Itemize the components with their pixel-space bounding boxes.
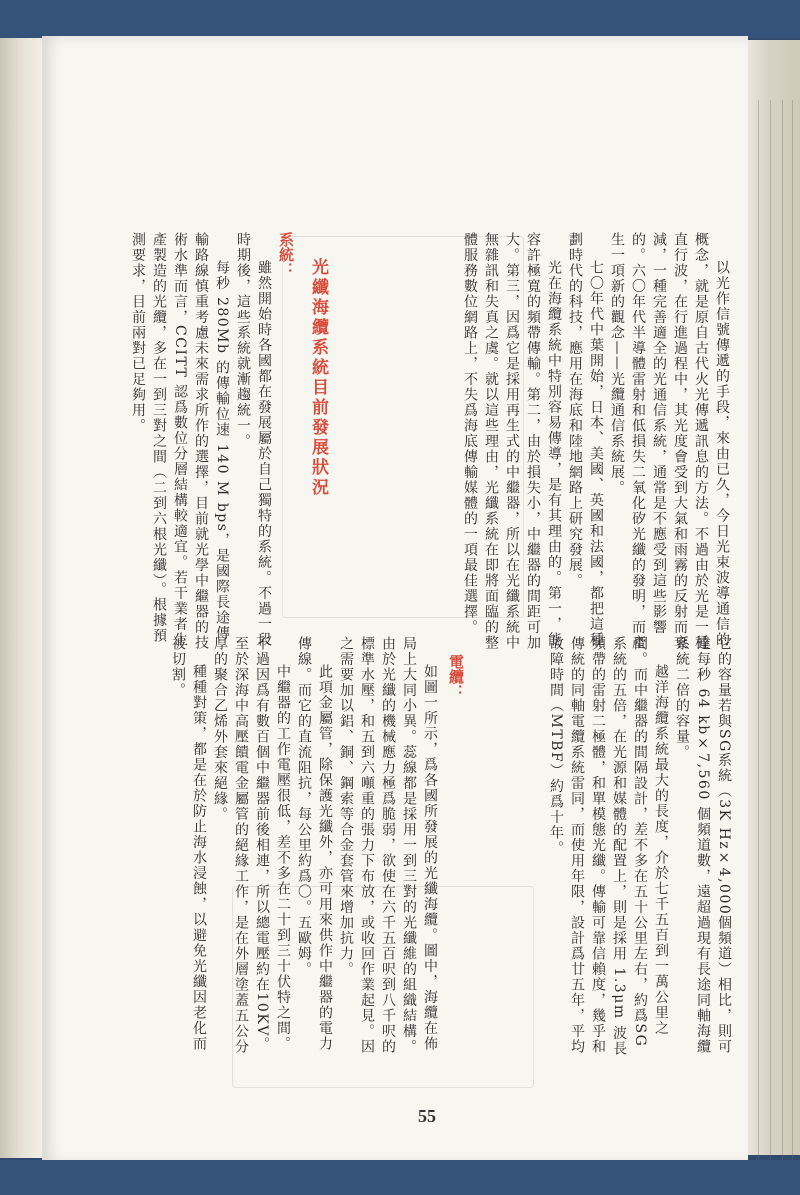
paragraph: 光在海纜系統中特別容易傳導，是有其理由的。第一，能容許極寬的頻帶傳輸。第二，由於損失小，中繼器的間距可加大。第三，因爲它是採用再生式的中繼器，所以在光纖系統中無雜訊和失真之虞。就以這些理由，光纖系統在即將面臨的整體服務數位網路上，不失爲海底傳輸媒體的一項最佳選擇。 bbox=[462, 232, 562, 651]
page-number: 55 bbox=[418, 1106, 436, 1126]
section-heading: 光纖海纜系統目前發展狀況 bbox=[308, 258, 328, 498]
paragraph: 每秒 280Mb 的傳輸位速 140 M bps，是國際長途傳輸路線慎重考慮未來需求所作的選擇，目前就光學中繼器的技術水準而言，CCITT 認爲數位分層結構較適宜。若干業者生產製造的光纜，多在一到三對之間（二到六根光纖）。根據預測要求，目前兩對已足夠用。 bbox=[130, 232, 230, 651]
book-cover-top bbox=[0, 0, 800, 38]
system-label: 系統： bbox=[277, 232, 295, 277]
book-page bbox=[42, 36, 748, 1164]
paragraph: 越洋海纜系統最大的長度，介於七千五百到一萬公里之間。而中繼器的間隔設計，差不多在五十公里左右，約爲SG系統的五倍，在光源和媒體的配置上，則是採用 1.3μm 波長頻帶的雷射二極體，和單模態光纖。傳輸可靠信賴度，幾乎和傳統的同軸電纜系統雷同，而使用年限，設計爲廿五年，平均故障時間（MTBF）約爲十年。 bbox=[548, 636, 669, 1057]
paragraph: 以光作信號傳遞的手段，來由已久，今日光束波導通信的概念，就是原自古代火光傳遞訊息的方法。不過由於光是一種直行波，在行進過程中，其光度會受到大氣和雨霧的反射而衰減，一種完善適全的光通信系統，通常是不應受到這些影響的。六〇年代半導體雷射和低損失二氧化矽光纖的發明，而產生一項新的觀念——光纜通信系統展。 bbox=[609, 232, 730, 651]
paragraph: 種種對策，都是在於防止海水浸蝕，以避免光纖因老化而被切割。 bbox=[170, 636, 207, 1052]
bottom-left-text bbox=[102, 636, 440, 1061]
top-right-text bbox=[462, 232, 732, 652]
paragraph: 中繼器的工作電壓很低，差不多在二十到三十伏特之間。不過因爲有數百個中繼器前後相連，所以總電壓約在10KV。至於深海中高壓饋電金屬管的絕緣工作，是在外層塗蓋五公分厚的聚合乙烯外套來絕緣。 bbox=[212, 636, 291, 1055]
paragraph: 雖然開始時各國都在發展屬於自己獨特的系統。不過一段時期後，這些系統就漸趨統一。 bbox=[235, 232, 272, 648]
left-page-edge bbox=[0, 38, 42, 1158]
bottom-right-text bbox=[472, 636, 734, 1061]
paragraph: 如圖一所示，爲各國所發展的光纖海纜。圖中，海纜在佈局上大同小異。蕊線都是採用一到三對的光纖維的組織結構。由於光纖的機械應力極爲脆弱，欲使在六千五百呎到八千呎的標準水壓，和五到六噸重的張力下布放，或收回作業起見。因之需要加以鋁、銅、鋼索等合金套管來增加抗力。 bbox=[338, 636, 438, 1055]
cable-label: 電纜： bbox=[447, 654, 465, 699]
paragraph: 它的容量若與SG系統（3K Hz×4,000個頻道）相比，則可達每秒 64 kb×7,560 個頻道數，遠超過現有長途同軸海纜系統二倍的容量。 bbox=[674, 636, 732, 1055]
top-left-text bbox=[102, 232, 274, 652]
book-cover-bottom bbox=[0, 1160, 800, 1195]
right-page-stack bbox=[748, 40, 800, 1155]
paragraph: 此項金屬管，除保護光纖外，亦可用來供作中繼器的電力傳線。而它的直流阻抗，每公里約爲〇。五歐姆。 bbox=[296, 636, 333, 1052]
paragraph: 七〇年代中葉開始，日本、美國、英國和法國，都把這種劃時代的科技，應用在海底和陸地網路上研究發展。 bbox=[567, 232, 604, 648]
